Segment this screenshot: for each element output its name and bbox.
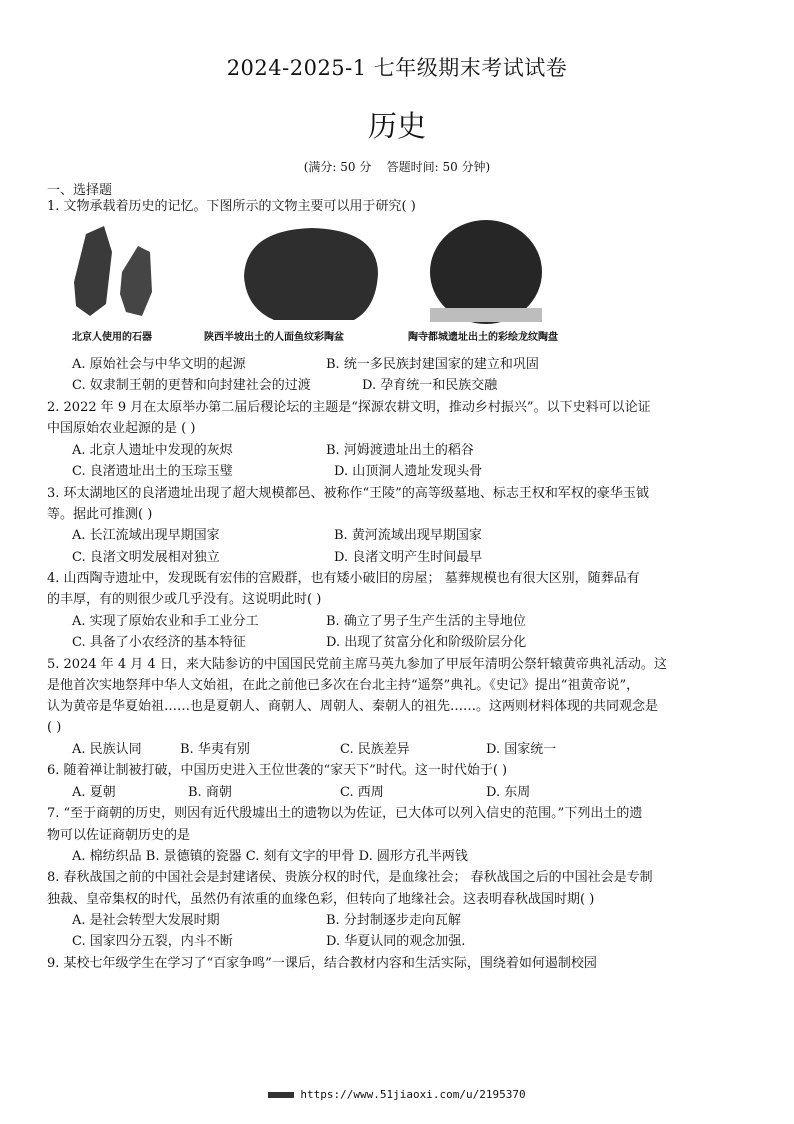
footer — [0, 1088, 794, 1101]
option[interactable]: D. 国家统一 — [486, 742, 557, 757]
option[interactable]: A. 夏朝 — [72, 785, 116, 800]
pottery-basin-image — [244, 228, 378, 320]
question-1-stem: 1. 文物承载着历史的记忆。下图所示的文物主要可以用于研究( ) — [47, 199, 416, 214]
option[interactable]: B. 商朝 — [188, 785, 232, 800]
option[interactable]: A. 原始社会与中华文明的起源 — [72, 357, 246, 372]
option[interactable]: A. 实现了原始农业和手工业分工 — [72, 614, 259, 629]
subject-title: 历史 — [367, 109, 426, 143]
option[interactable]: D. 出现了贫富分化和阶级阶层分化 — [326, 635, 527, 650]
option[interactable]: B. 统一多民族封建国家的建立和巩固 — [326, 357, 539, 372]
question-4-stem: 4. 山西陶寺遗址中，发现既有宏伟的宫殿群，也有矮小破旧的房屋； 墓葬规模也有很大区别，随葬品有 — [47, 571, 640, 586]
option[interactable]: A. 民族认同 — [72, 742, 142, 757]
option[interactable]: C. 民族差异 — [340, 742, 410, 757]
option[interactable]: D. 良渚文明产生时间最早 — [334, 550, 483, 565]
exam-title: 2024-2025-1 七年级期末考试试卷 — [226, 56, 568, 80]
option[interactable]: A. 是社会转型大发展时期 — [72, 913, 220, 928]
question-7-stem: 物可以佐证商朝历史的是 — [47, 828, 191, 843]
question-5-stem: 是他首次实地祭拜中华人文始祖，在此之前他已多次在台北主持“遥祭”典礼。《史记》提出“祖黄帝说”， — [47, 678, 640, 693]
question-8-stem: 8. 春秋战国之前的中国社会是封建诸侯、贵族分权的时代，是血缘社会； 春秋战国之后的中国社会是专制 — [47, 870, 653, 885]
question-9-stem: 9. 某校七年级学生在学习了“百家争鸣”一课后，结合教材内容和生活实际，围绕着如何遏制校园 — [47, 956, 597, 971]
stone-tool-image — [120, 246, 152, 316]
option[interactable]: B. 黄河流域出现早期国家 — [334, 528, 482, 543]
option[interactable]: B. 分封制逐步走向瓦解 — [326, 913, 461, 928]
question-5-stem: ( ) — [47, 720, 62, 735]
question-2-stem: 2. 2022 年 9 月在太原举办第二届后稷论坛的主题是“探源农耕文明，推动乡村振兴”。以下史料可以论证 — [47, 400, 651, 415]
option[interactable]: C. 具备了小农经济的基本特征 — [72, 635, 246, 650]
option[interactable]: C. 良渚文明发展相对独立 — [72, 550, 220, 565]
question-3-stem: 等。据此可推测( ) — [47, 507, 153, 522]
option[interactable]: C. 国家四分五裂，内斗不断 — [72, 934, 233, 949]
option[interactable]: D. 东周 — [486, 785, 531, 800]
section-title: 一、选择题 — [47, 183, 113, 198]
question-5-stem: 认为黄帝是华夏始祖……也是夏朝人、商朝人、周朝人、秦朝人的祖先……。这两则材料体现的共同观念是 — [47, 699, 659, 714]
figure-caption: 陕西半坡出土的人面鱼纹彩陶盆 — [204, 332, 344, 343]
option[interactable]: A. 北京人遗址中发现的灰烬 — [72, 443, 233, 458]
question-7-stem: 7. “至于商朝的历史，则因有近代殷墟出土的遗物以为佐证，已大体可以列入信史的范围。”下列出土的遗 — [47, 806, 643, 821]
question-3-stem: 3. 环太湖地区的良渚遗址出现了超大规模都邑、被称作“王陵”的高等级墓地、标志王权和军权的豪华玉钺 — [47, 486, 649, 501]
option[interactable]: C. 西周 — [340, 785, 384, 800]
footer-url[interactable]: https://www.51jiaoxi.com/u/2195370 — [300, 1088, 526, 1101]
exam-meta: (满分: 50 分 答题时间: 50 分钟) — [303, 160, 491, 174]
site-logo-icon — [268, 1092, 294, 1098]
option[interactable]: B. 确立了男子生产生活的主导地位 — [326, 614, 526, 629]
option[interactable]: B. 河姆渡遗址出土的稻谷 — [326, 443, 474, 458]
option[interactable]: C. 奴隶制王朝的更替和向封建社会的过渡 — [72, 378, 311, 393]
question-2-stem: 中国原始农业起源的是 ( ) — [47, 421, 196, 436]
question-8-stem: 独裁、皇帝集权的时代，虽然仍有浓重的血缘色彩，但转向了地缘社会。这表明春秋战国时期( ) — [47, 892, 595, 907]
question-4-stem: 的丰厚，有的则很少或几乎没有。这说明此时( ) — [47, 592, 322, 607]
option[interactable]: A. 棉纺织品 B. 景德镇的瓷器 C. 刻有文字的甲骨 D. 圆形方孔半两钱 — [72, 849, 468, 864]
option[interactable]: A. 长江流域出现早期国家 — [72, 528, 220, 543]
question-5-stem: 5. 2024 年 4 月 4 日，来大陆参访的中国国民党前主席马英九参加了甲辰年清明公祭轩辕黄帝典礼活动。这 — [47, 657, 667, 672]
option[interactable]: D. 华夏认同的观念加强. — [326, 934, 466, 949]
stone-tool-image — [74, 226, 112, 316]
figure-caption: 北京人使用的石器 — [72, 332, 152, 343]
artifact-figure — [60, 212, 600, 352]
figure-caption: 陶寺都城遗址出土的彩绘龙纹陶盘 — [408, 332, 558, 343]
option[interactable]: B. 华夷有别 — [180, 742, 250, 757]
option[interactable]: C. 良渚遗址出土的玉琮玉璧 — [72, 464, 233, 479]
option[interactable]: D. 孕育统一和民族交融 — [362, 378, 498, 393]
option[interactable]: D. 山顶洞人遗址发现头骨 — [334, 464, 483, 479]
question-6-stem: 6. 随着禅让制被打破，中国历史进入王位世袭的“家天下”时代。这一时代始于( ) — [47, 763, 508, 778]
